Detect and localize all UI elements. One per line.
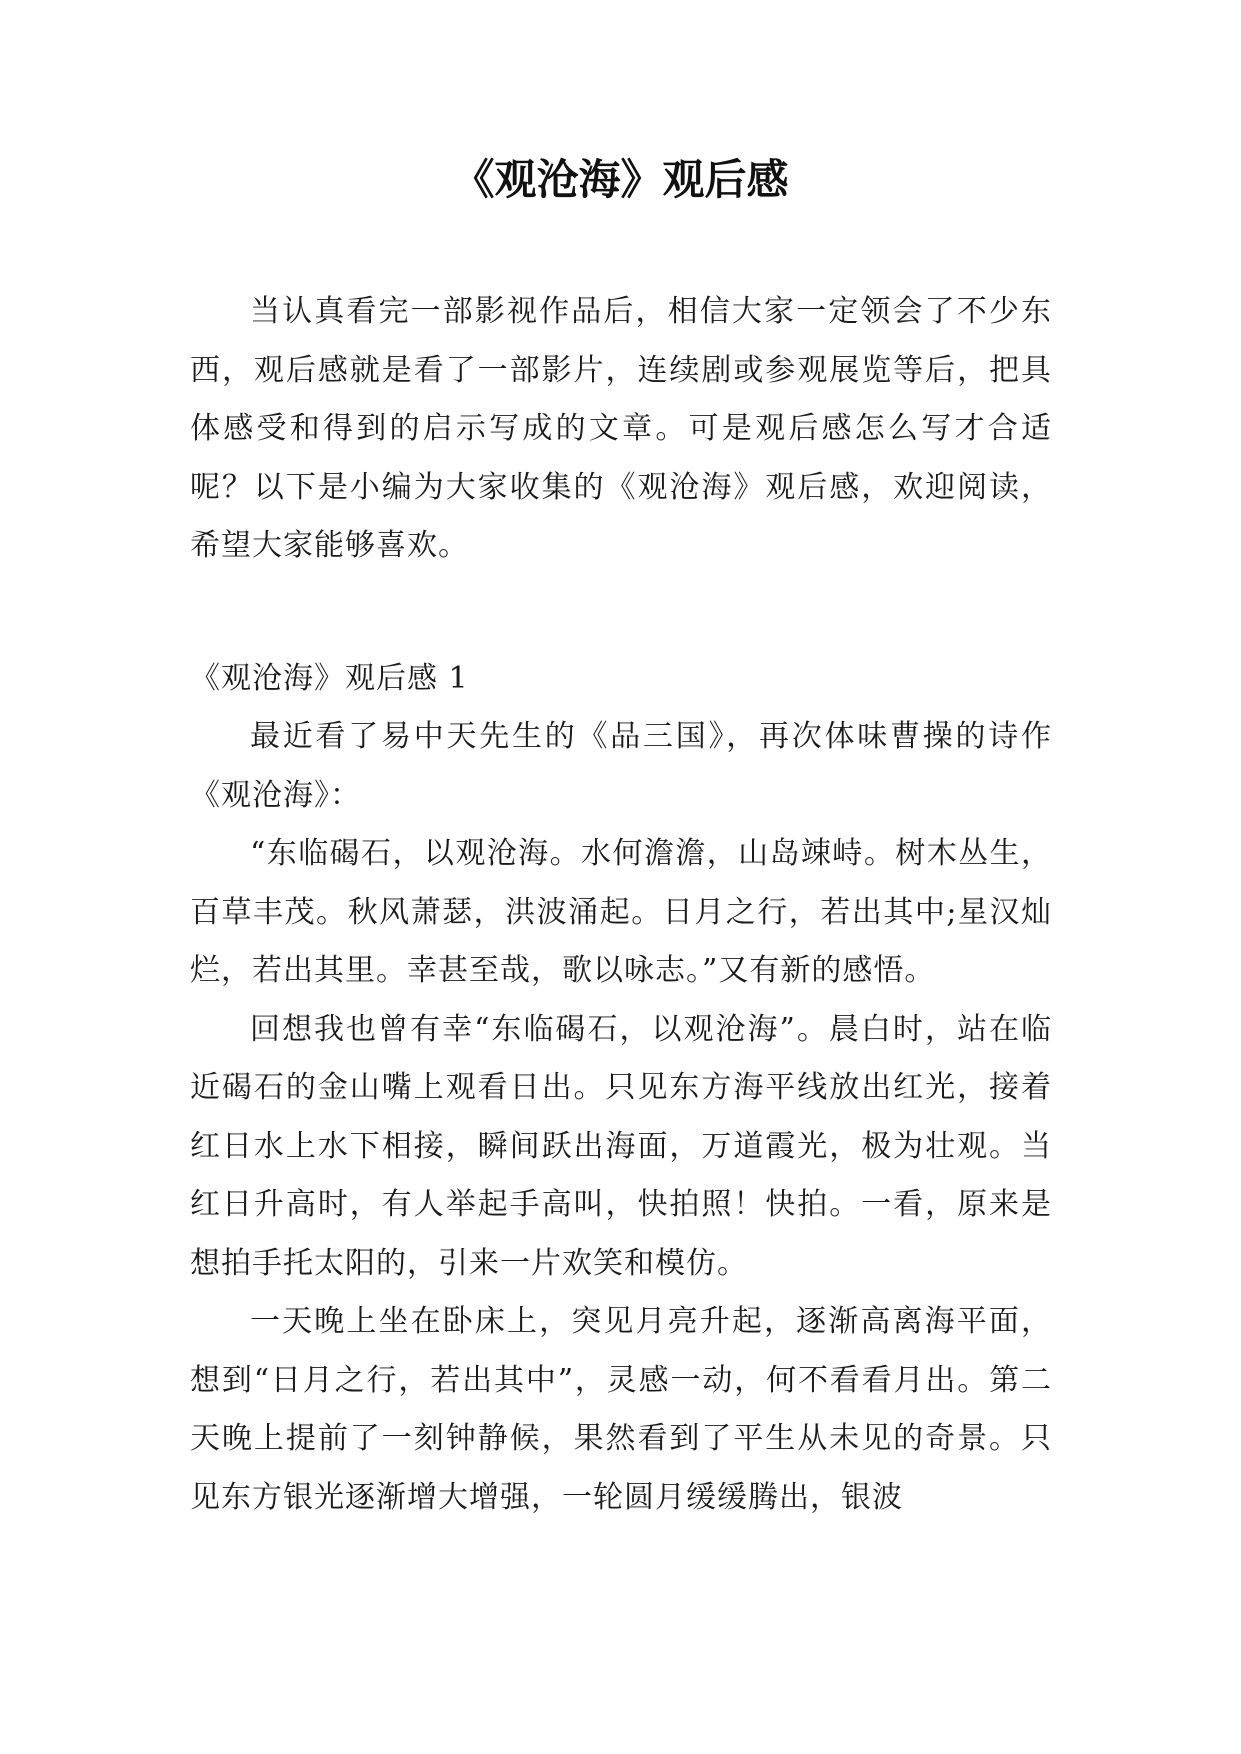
document-title: 《观沧海》观后感 (452, 155, 789, 204)
section-heading: 《观沧海》观后感 1 (190, 660, 469, 696)
intro-paragraph: 当认真看完一部影视作品后，相信大家一定领会了不少东西，观后感就是看了一部影片，连续剧或参观展览等后，把具体感受和得到的启示写成的文章。可是观后感怎么写才合适呢？以下是小编为大家收集的《观沧海》观后感，欢迎阅读，希望大家能够喜欢。 (190, 294, 1052, 563)
document-body (190, 283, 1052, 1527)
body-paragraph: 最近看了易中天先生的《品三国》，再次体味曹操的诗作《观沧海》： (190, 719, 1052, 813)
body-paragraph: 一天晚上坐在卧床上，突见月亮升起，逐渐高离海平面，想到“日月之行，若出其中”，灵感一动，何不看看月出。第二天晚上提前了一刻钟静候，果然看到了平生从未见的奇景。只见东方银光逐渐增大增强，一轮圆月缓缓腾出，银波 (190, 1304, 1052, 1515)
poem-paragraph: “东临碣石，以观沧海。水何澹澹，山岛竦峙。树木丛生，百草丰茂。秋风萧瑟，洪波涌起。日月之行，若出其中;星汉灿烂，若出其里。幸甚至哉，歌以咏志。”又有新的感悟。 (190, 836, 1052, 988)
section-gap (190, 576, 1052, 650)
body-paragraph: 回想我也曾有幸“东临碣石，以观沧海”。晨白时，站在临近碣石的金山嘴上观看日出。只见东方海平线放出红光，接着红日水上水下相接，瞬间跃出海面，万道霞光，极为壮观。当红日升高时，有人举起手高叫，快拍照！快拍。一看，原来是想拍手托太阳的，引来一片欢笑和模仿。 (190, 1011, 1052, 1281)
